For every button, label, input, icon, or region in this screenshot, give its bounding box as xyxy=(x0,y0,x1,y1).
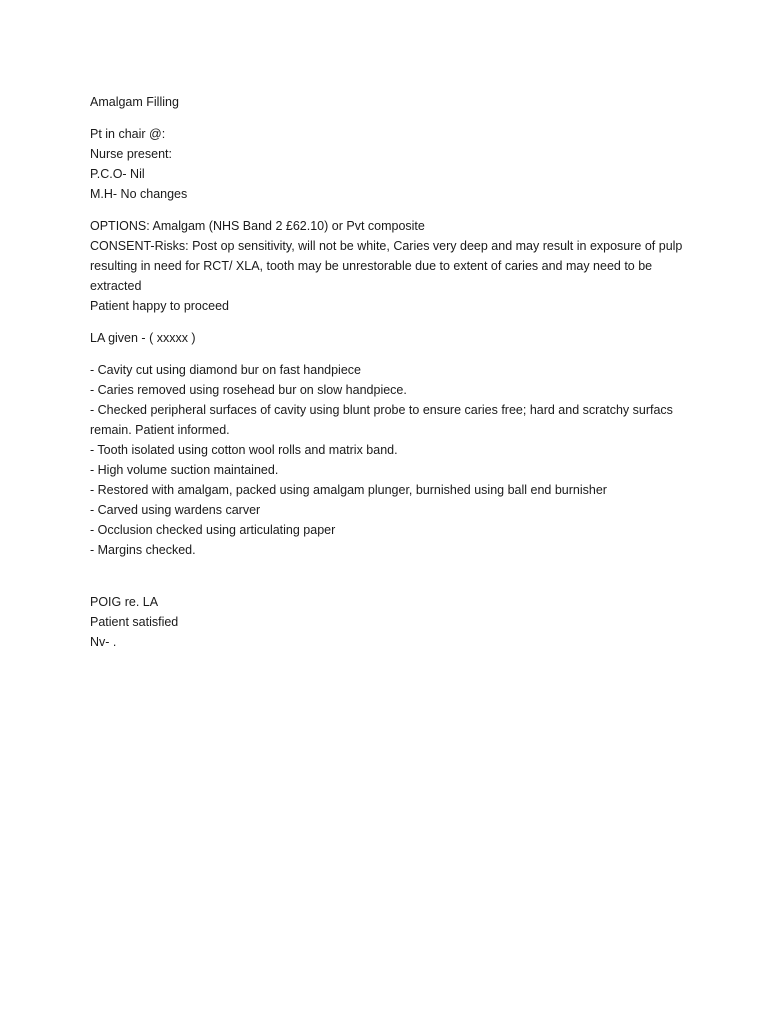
procedure-list xyxy=(90,360,690,580)
procedure-step: - Checked peripheral surfaces of cavity using blunt probe to ensure caries free; hard and scratchy surfacs remain. Patient informed. xyxy=(90,403,673,437)
poig-line: POIG re. LA xyxy=(90,595,159,609)
procedure-step: - Cavity cut using diamond bur on fast handpiece xyxy=(90,363,361,377)
consent-risks-text: CONSENT-Risks: Post op sensitivity, will not be white, Caries very deep and may result in exposure of pulp resulting in need for RCT/ XLA, tooth may be unrestorable due to extent of caries and may need to be extracted xyxy=(90,239,683,293)
mh-line: M.H- No changes xyxy=(90,187,188,201)
la-given-line: LA given - ( xxxxx ) xyxy=(90,331,196,345)
closing-section xyxy=(90,592,690,652)
consent-section xyxy=(90,216,690,316)
procedure-step: - High volume suction maintained. xyxy=(90,463,279,477)
options-line: OPTIONS: Amalgam (NHS Band 2 £62.10) or Pvt composite xyxy=(90,219,425,233)
intro-section xyxy=(90,124,690,204)
document-page xyxy=(90,92,690,664)
patient-satisfied-line: Patient satisfied xyxy=(90,615,179,629)
procedure-step: - Caries removed using rosehead bur on slow handpiece. xyxy=(90,383,407,397)
agreement-line: Patient happy to proceed xyxy=(90,299,229,313)
procedure-step: - Carved using wardens carver xyxy=(90,503,261,517)
pco-line: P.C.O- Nil xyxy=(90,167,145,181)
nurse-present-line: Nurse present: xyxy=(90,147,172,161)
blank-line xyxy=(90,560,690,580)
procedure-step: - Tooth isolated using cotton wool rolls and matrix band. xyxy=(90,443,398,457)
pt-in-chair-line: Pt in chair @: xyxy=(90,127,166,141)
next-visit-line: Nv- . xyxy=(90,635,117,649)
procedure-step: - Restored with amalgam, packed using amalgam plunger, burnished using ball end burnisher xyxy=(90,483,607,497)
procedure-step: - Occlusion checked using articulating paper xyxy=(90,523,336,537)
document-title: Amalgam Filling xyxy=(90,95,179,109)
procedure-step: - Margins checked. xyxy=(90,543,196,557)
